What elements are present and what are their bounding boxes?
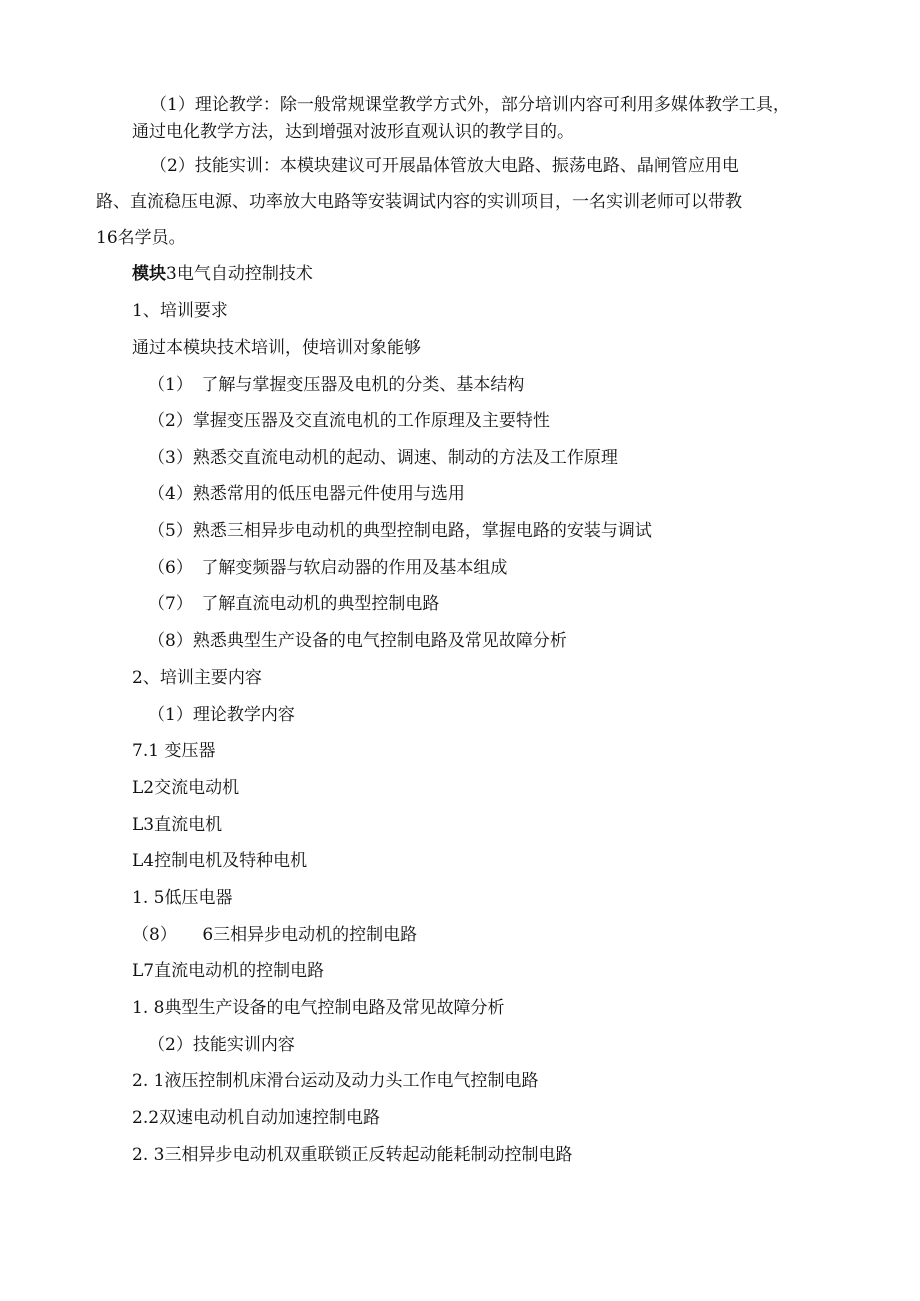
- list-item: （1） 了解与掌握变压器及电机的分类、基本结构: [148, 375, 525, 395]
- content-item: 2.2双速电动机自动加速控制电路: [132, 1108, 381, 1128]
- content-item: 2. 3三相异步电动机双重联锁正反转起动能耗制动控制电路: [132, 1145, 573, 1165]
- paragraph-line: 16名学员。: [96, 228, 186, 248]
- content-item: L7直流电动机的控制电路: [132, 961, 325, 981]
- paragraph-line: 通过电化教学方法，达到增强对波形直观认识的教学目的。: [132, 122, 574, 142]
- paragraph-line: 通过本模块技术培训，使培训对象能够: [132, 338, 421, 358]
- subsection-heading: （2）技能实训内容: [148, 1035, 295, 1055]
- module-heading: [132, 263, 313, 285]
- list-item: （8）熟悉典型生产设备的电气控制电路及常见故障分析: [148, 631, 567, 651]
- section-heading: 2、培训主要内容: [132, 668, 262, 688]
- content-item: L3直流电机: [132, 815, 223, 835]
- content-item: 2. 1液压控制机床滑台运动及动力头工作电气控制电路: [132, 1071, 539, 1091]
- content-item: （8） 6三相异步电动机的控制电路: [132, 925, 418, 945]
- paragraph-line: 路、直流稳压电源、功率放大电路等安装调试内容的实训项目，一名实训老师可以带教: [96, 192, 742, 212]
- list-item: （6） 了解变频器与软启动器的作用及基本组成: [148, 558, 508, 578]
- module-heading-label: 模块: [132, 264, 166, 284]
- list-item: （3）熟悉交直流电动机的起动、调速、制动的方法及工作原理: [148, 448, 618, 468]
- content-item: L2交流电动机: [132, 778, 240, 798]
- content-item: 7.1 变压器: [132, 741, 216, 761]
- module-heading-title: 3电气自动控制技术: [166, 264, 313, 284]
- content-item: L4控制电机及特种电机: [132, 851, 308, 871]
- list-item: （5）熟悉三相异步电动机的典型控制电路，掌握电路的安装与调试: [148, 521, 652, 541]
- content-item: 1. 5低压电器: [132, 888, 233, 908]
- section-heading: 1、培训要求: [132, 301, 228, 321]
- paragraph-line: （2）技能实训：本模块建议可开展晶体管放大电路、振荡电路、晶闸管应用电: [150, 156, 739, 176]
- content-item: 1. 8典型生产设备的电气控制电路及常见故障分析: [132, 998, 505, 1018]
- list-item: （4）熟悉常用的低压电器元件使用与选用: [148, 484, 465, 504]
- list-item: （2）掌握变压器及交直流电机的工作原理及主要特性: [148, 411, 550, 431]
- subsection-heading: （1）理论教学内容: [148, 705, 295, 725]
- list-item: （7） 了解直流电动机的典型控制电路: [148, 594, 440, 614]
- paragraph-line: （1）理论教学：除一般常规课堂教学方式外，部分培训内容可利用多媒体教学工具，: [150, 95, 790, 115]
